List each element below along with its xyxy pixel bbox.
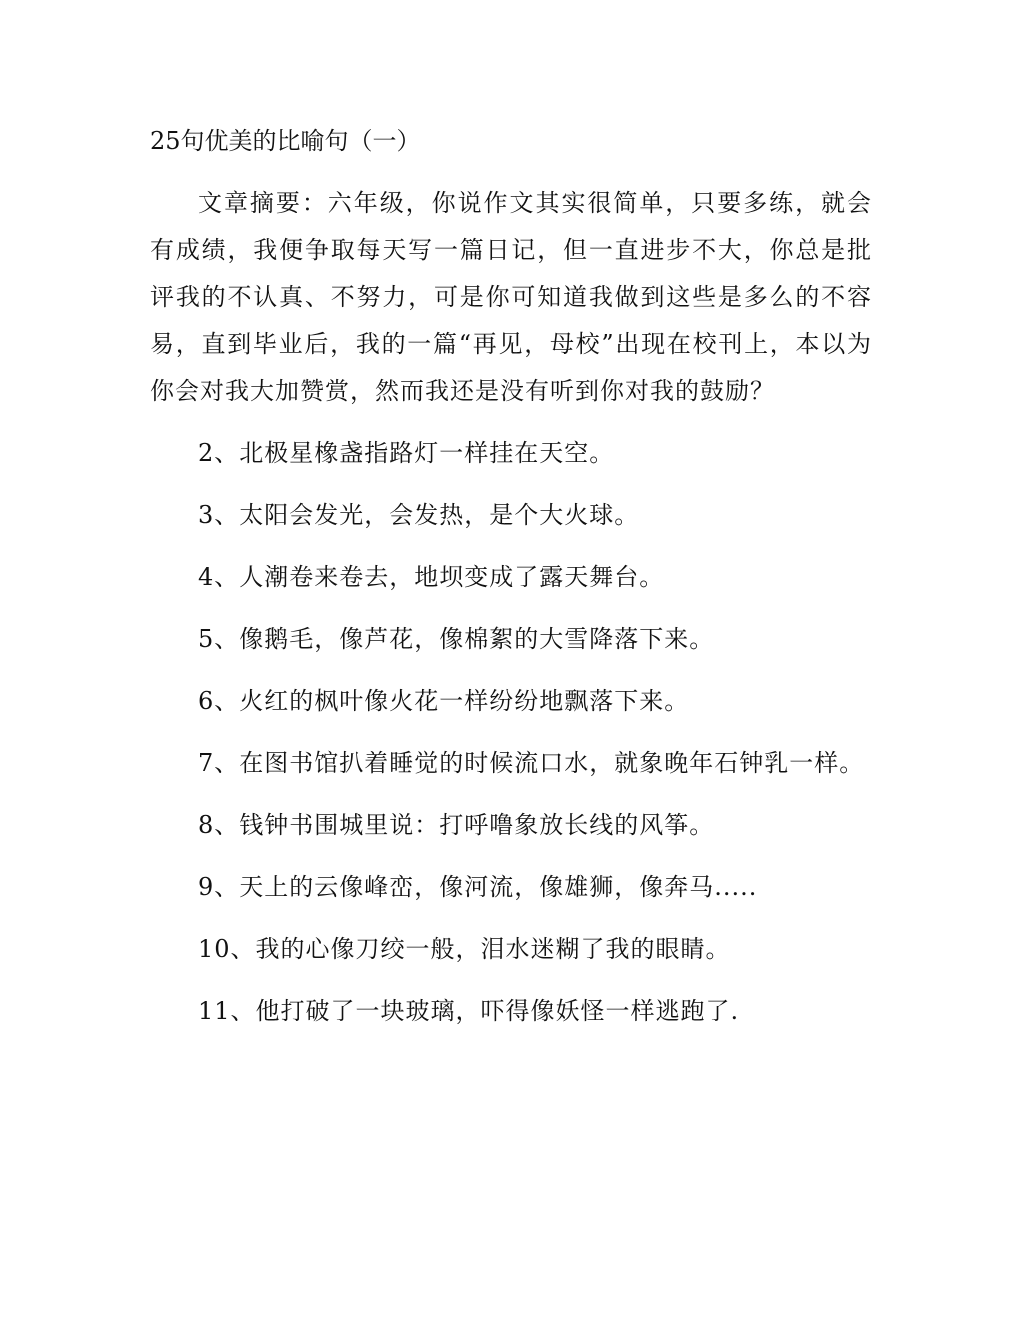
simile-item-11: 11、他打破了一块玻璃，吓得像妖怪一样逃跑了. — [198, 997, 740, 1025]
simile-item-10: 10、我的心像刀绞一般，泪水迷糊了我的眼睛。 — [198, 935, 731, 963]
document-title: 25句优美的比喻句（一） — [150, 127, 421, 155]
simile-item-7: 7、在图书馆扒着睡觉的时候流口水，就象晚年石钟乳一样。 — [198, 749, 865, 777]
simile-item-6: 6、火红的枫叶像火花一样纷纷地飘落下来。 — [198, 687, 690, 715]
simile-item-2: 2、北极星橡盏指路灯一样挂在天空。 — [198, 439, 615, 467]
summary-paragraph: 文章摘要：六年级，你说作文其实很简单，只要多练，就会有成绩，我便争取每天写一篇日记，但一直进步不大，你总是批评我的不认真、不努力，可是你可知道我做到这些是多么的不容易，直到毕业后，我的一篇“再见，母校”出现在校刊上，本以为你会对我大加赞赏，然而我还是没有听到你对我的鼓励？ — [150, 189, 872, 405]
simile-item-9: 9、天上的云像峰峦，像河流，像雄狮，像奔马..... — [198, 873, 758, 901]
simile-item-4: 4、人潮卷来卷去，地坝变成了露天舞台。 — [198, 563, 665, 591]
simile-item-3: 3、太阳会发光，会发热，是个大火球。 — [198, 501, 640, 529]
simile-item-5: 5、像鹅毛，像芦花，像棉絮的大雪降落下来。 — [198, 625, 715, 653]
simile-item-8: 8、钱钟书围城里说：打呼噜象放长线的风筝。 — [198, 811, 715, 839]
document-page — [150, 118, 872, 1050]
